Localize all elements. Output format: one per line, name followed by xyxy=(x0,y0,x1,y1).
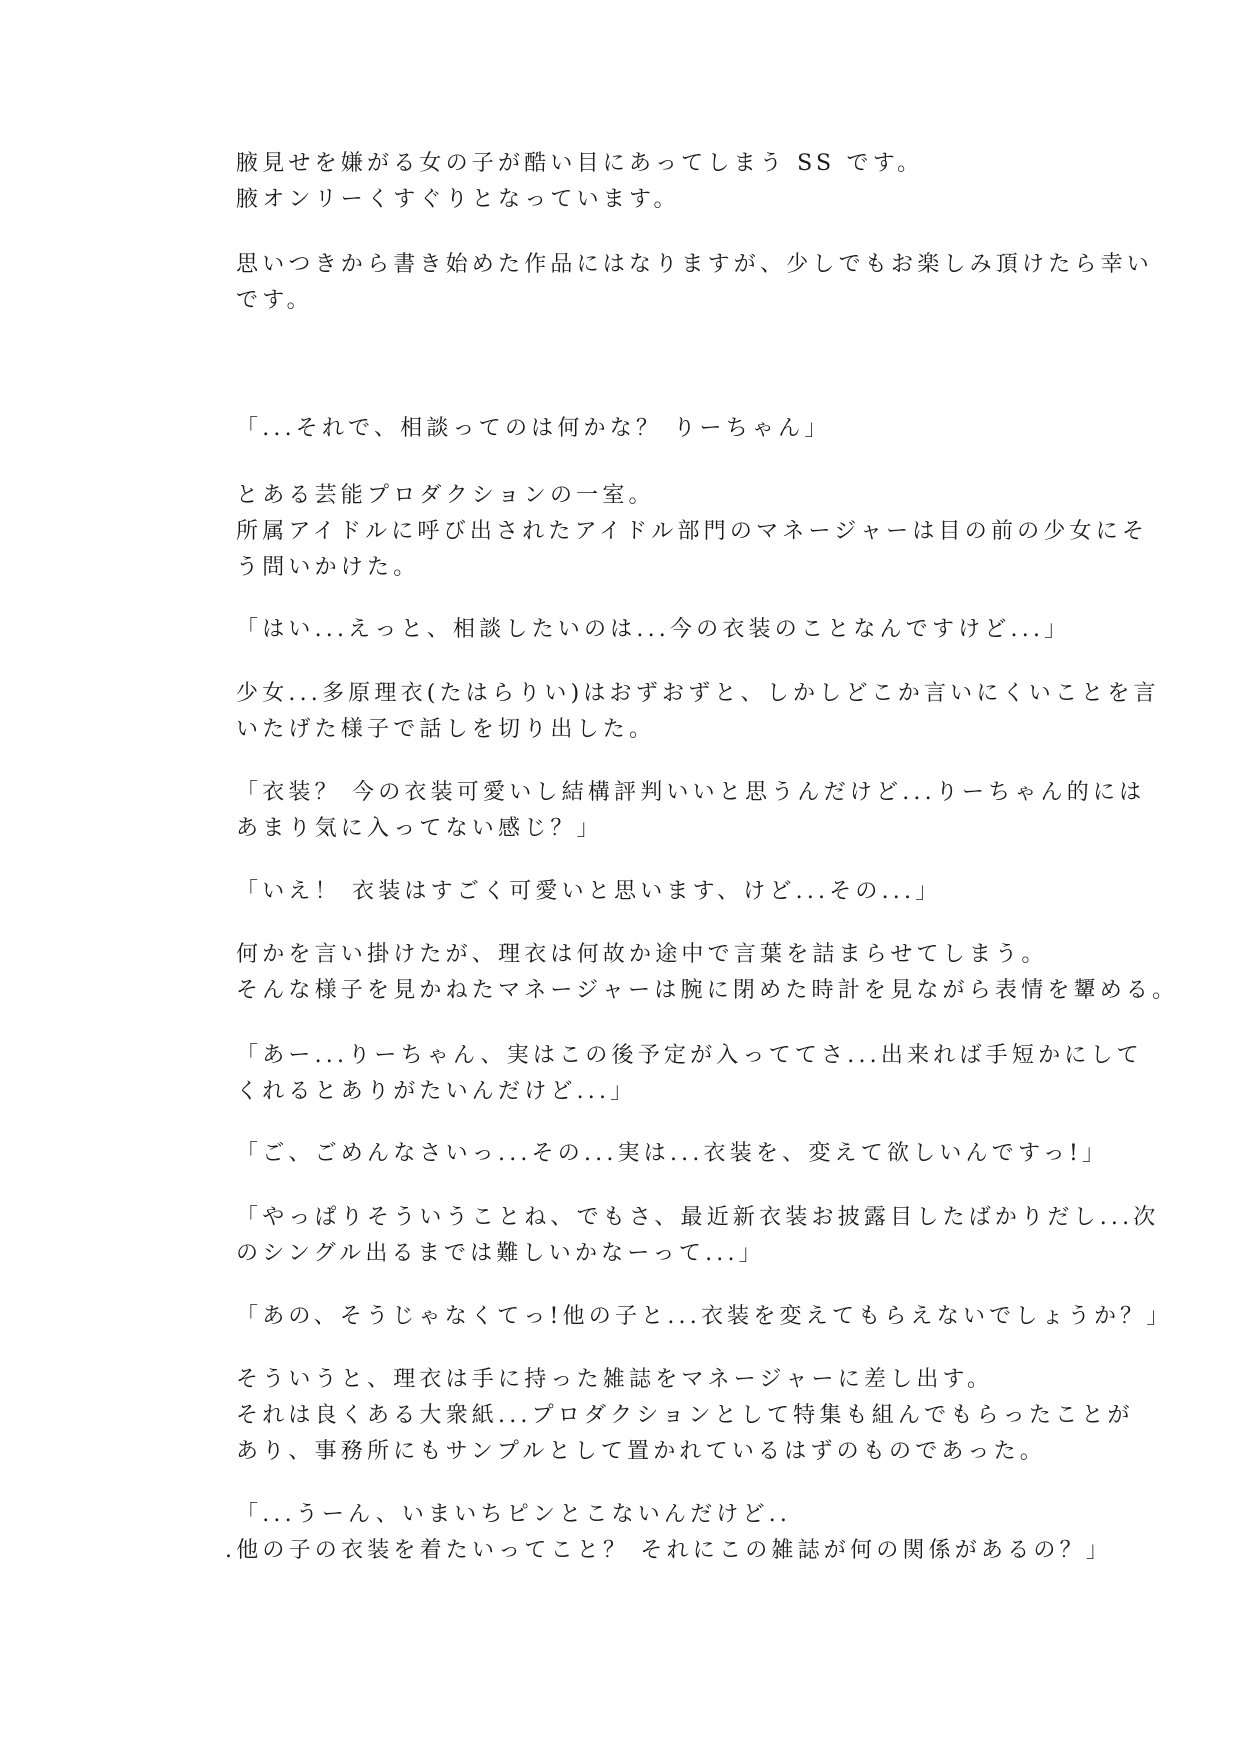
story-line: 「...うーん、いまいちピンとこないんだけど.. xyxy=(236,1502,792,1527)
story-line: 「はい...えっと、相談したいのは...今の衣装のことなんですけど...」 xyxy=(236,617,1071,642)
story-line: 「あー...りーちゃん、実はこの後予定が入っててさ...出来れば手短かにして xyxy=(236,1043,1143,1068)
intro-line-1: 腋見せを嫌がる女の子が酷い目にあってしまう SS です。 xyxy=(236,151,924,176)
story-line: いたげた様子で話しを切り出した。 xyxy=(236,717,656,742)
story-line: 「ご、ごめんなさいっ...その...実は...衣装を、変えて欲しいんですっ!」 xyxy=(236,1141,1109,1166)
story-line: とある芸能プロダクションの一室。 xyxy=(236,483,655,508)
intro-line-2: 腋オンリーくすぐりとなっています。 xyxy=(236,187,680,212)
story-line: 「あの、そうじゃなくてっ!他の子と...衣装を変えてもらえないでしょうか？」 xyxy=(236,1304,1173,1329)
story-line: う問いかけた。 xyxy=(236,555,420,580)
story-line: 少女...多原理衣(たはらりい)はおずおずと、しかしどこか言いにくいことを言 xyxy=(236,681,1160,706)
story-line: 何かを言い掛けたが、理衣は何故か途中で言葉を詰まらせてしまう。 xyxy=(236,942,1048,967)
intro-line-3: 思いつきから書き始めた作品にはなりますが、少しでもお楽しみ頂けたら幸い xyxy=(236,252,1154,277)
story-line: 所属アイドルに呼び出されたアイドル部門のマネージャーは目の前の少女にそ xyxy=(236,519,1149,544)
story-line: そんな様子を見かねたマネージャーは腕に閉めた時計を見ながら表情を顰める。 xyxy=(236,978,1179,1003)
story-line: あり、事務所にもサンプルとして置かれているはずのものであった。 xyxy=(236,1439,1047,1464)
story-line: .他の子の衣装を着たいってこと？ それにこの雑誌が何の関係があるの？」 xyxy=(225,1538,1112,1563)
story-line: 「いえ！ 衣装はすごく可愛いと思います、けど...その...」 xyxy=(236,879,942,904)
story-line: あまり気に入ってない感じ？」 xyxy=(236,816,603,841)
intro-line-4: です。 xyxy=(236,288,313,313)
story-line: それは良くある大衆紙...プロダクションとして特集も組んでもらったことが xyxy=(236,1403,1134,1428)
story-line: そういうと、理衣は手に持った雑誌をマネージャーに差し出す。 xyxy=(236,1367,994,1392)
story-line: のシングル出るまでは難しいかなーって...」 xyxy=(236,1241,765,1266)
story-line: くれるとありがたいんだけど...」 xyxy=(236,1079,637,1104)
story-line: 「やっぱりそういうことね、でもさ、最近新衣装お披露目したばかりだし...次 xyxy=(236,1205,1160,1230)
story-line: 「...それで、相談ってのは何かな？ りーちゃん」 xyxy=(236,416,831,441)
story-line: 「衣装？ 今の衣装可愛いし結構評判いいと思うんだけど...りーちゃん的には xyxy=(236,780,1146,805)
